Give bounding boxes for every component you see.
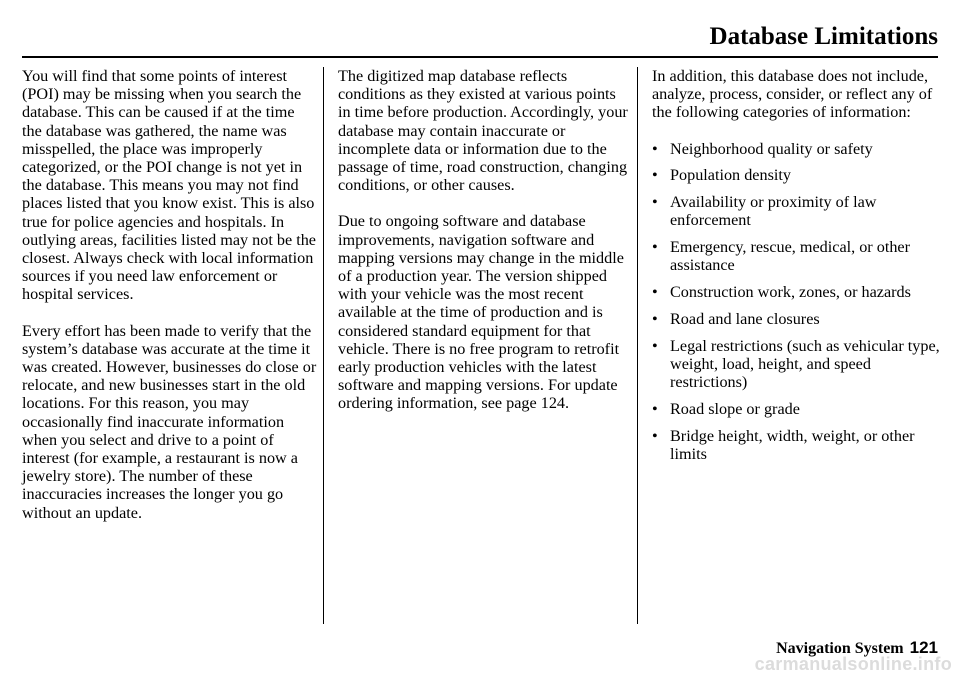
list-item: • Construction work, zones, or hazards [652, 283, 942, 301]
left-column [22, 67, 318, 540]
list-item: • Road and lane closures [652, 310, 942, 328]
list-item: • Neighborhood quality or safety [652, 140, 942, 158]
list-item: • Bridge height, width, weight, or other limits [652, 427, 942, 463]
column-divider-left [323, 67, 324, 624]
exclusions-intro: In addition, this database does not include, analyze, process, consider, or reflect any of the following categories of information: [652, 67, 933, 122]
footer-section-title: Navigation System [776, 640, 904, 657]
software-updates-paragraph: Due to ongoing software and database improvements, navigation software and mapping versions may change in the middle of a production year. The version shipped with your vehicle was the most recent available at the time of production and is considered standard equipment for that vehicle. There is no free program to retrofit early production vehicles with the latest software and mapping versions. For update ordering information, see page 124. [338, 212, 624, 413]
list-item: • Legal restrictions (such as vehicular type, weight, load, height, and speed restrictions) [652, 337, 942, 392]
page-number: 121 [909, 638, 938, 657]
list-item: • Emergency, rescue, medical, or other assistance [652, 238, 942, 274]
map-database-paragraph: The digitized map database reflects conditions as they existed at various points in time before production. Accordingly, your database may contain inaccurate or incomplete data or information due to the passage of time, road construction, changing conditions, or other causes. [338, 67, 628, 195]
title-divider [22, 56, 938, 58]
page-title: Database Limitations [709, 23, 938, 50]
poi-missing-paragraph: You will find that some points of interest (POI) may be missing when you search the database. This can be caused if at the time the database was gathered, the name was misspelled, the place was improperly categorized, or the POI change is not yet in the database. This means you may not find places listed that you know exist. This is also true for police agencies and hospitals. In outlying areas, facilities listed may not be the closest. Always check with local information sources if you need law enforcement or hospital services. [22, 67, 316, 304]
list-item: • Road slope or grade [652, 400, 942, 418]
column-divider-right [637, 67, 638, 624]
list-item: • Population density [652, 166, 942, 184]
watermark: carmanualsonline.info [754, 654, 952, 674]
list-item: • Availability or proximity of law enforcement [652, 193, 942, 229]
database-accuracy-paragraph: Every effort has been made to verify that the system’s database was accurate at the time it was created. However, businesses do close or relocate, and new businesses start in the old locations. For this reason, you may occasionally find inaccurate information when you select and drive to a point of interest (for example, a restaurant is now a jewelry store). The number of these inaccuracies increases the longer you go without an update. [22, 321, 317, 522]
right-column [652, 67, 942, 472]
exclusions-list [652, 140, 942, 464]
middle-column [338, 67, 628, 431]
